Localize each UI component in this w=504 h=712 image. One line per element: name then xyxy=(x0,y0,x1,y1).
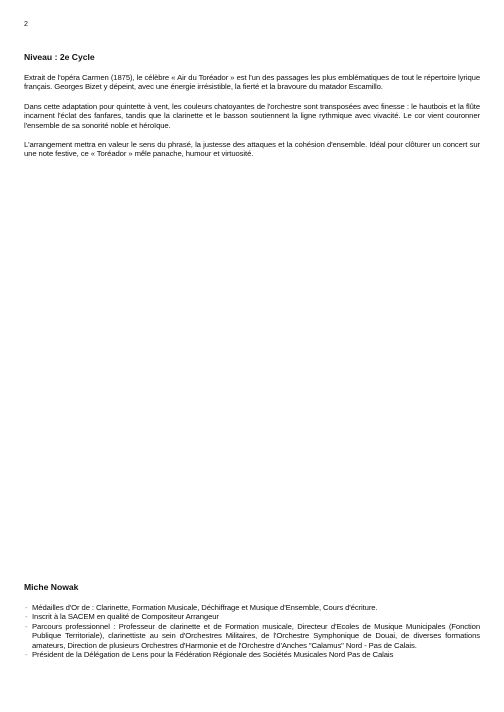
adaptation-paragraph: Dans cette adaptation pour quintette à vent, les couleurs chatoyantes de l'orchestre sont transposées avec finesse : le hautbois et la flûte incarnent l'éclat des fanfares, tandis que la clarinette et le basson soutiennent la ligne rythmique avec vivacité. Le cor vient couronner l'ensemble de sa sonorité noble et héroïque. xyxy=(24,101,480,130)
level-heading: Niveau : 2e Cycle xyxy=(24,52,95,62)
bio-item-career: - Parcours professionnel : Professeur de clarinette et de Formation musicale, Directeur d'Ecoles de Musique Municipales (Fonction Publique Territoriale), clarinettiste au sein d'Orchestres Militaires, de l'Orchestre Symphonique de Douai, de diverses formations amateurs, Direction de plusieurs Orchestres d'Harmonie et de l'Orchestre d'Anches "Calamus" Nord - Pas de Calais. xyxy=(24,622,480,650)
composer-name: Miche Nowak xyxy=(24,582,79,592)
arrangement-paragraph: L'arrangement mettra en valeur le sens du phrasé, la justesse des attaques et la cohésion d'ensemble. Idéal pour clôturer un concert sur une note festive, ce « Toréador » mêle panache, humour et virtuosité. xyxy=(24,140,480,159)
bio-list xyxy=(24,603,480,659)
page-number: 2 xyxy=(24,21,28,28)
bio-item-medals: - Médailles d'Or de : Clarinette, Formation Musicale, Déchiffrage et Musique d'Ensemble, Cours d'écriture. xyxy=(24,603,480,612)
intro-paragraph: Extrait de l'opéra Carmen (1875), le célèbre « Air du Toréador » est l'un des passages les plus emblématiques de tout le répertoire lyrique français. Georges Bizet y dépeint, avec une énergie irrésistible, la fierté et la bravoure du matador Escamillo. xyxy=(24,73,480,92)
bio-item-president: - Président de la Délégation de Lens pour la Fédération Régionale des Sociétés Musicales Nord Pas de Calais xyxy=(24,650,480,659)
description-section xyxy=(24,52,480,169)
bio-item-sacem: - Inscrit à la SACEM en qualité de Compositeur Arrangeur xyxy=(24,612,480,621)
composer-bio-section xyxy=(24,582,480,659)
